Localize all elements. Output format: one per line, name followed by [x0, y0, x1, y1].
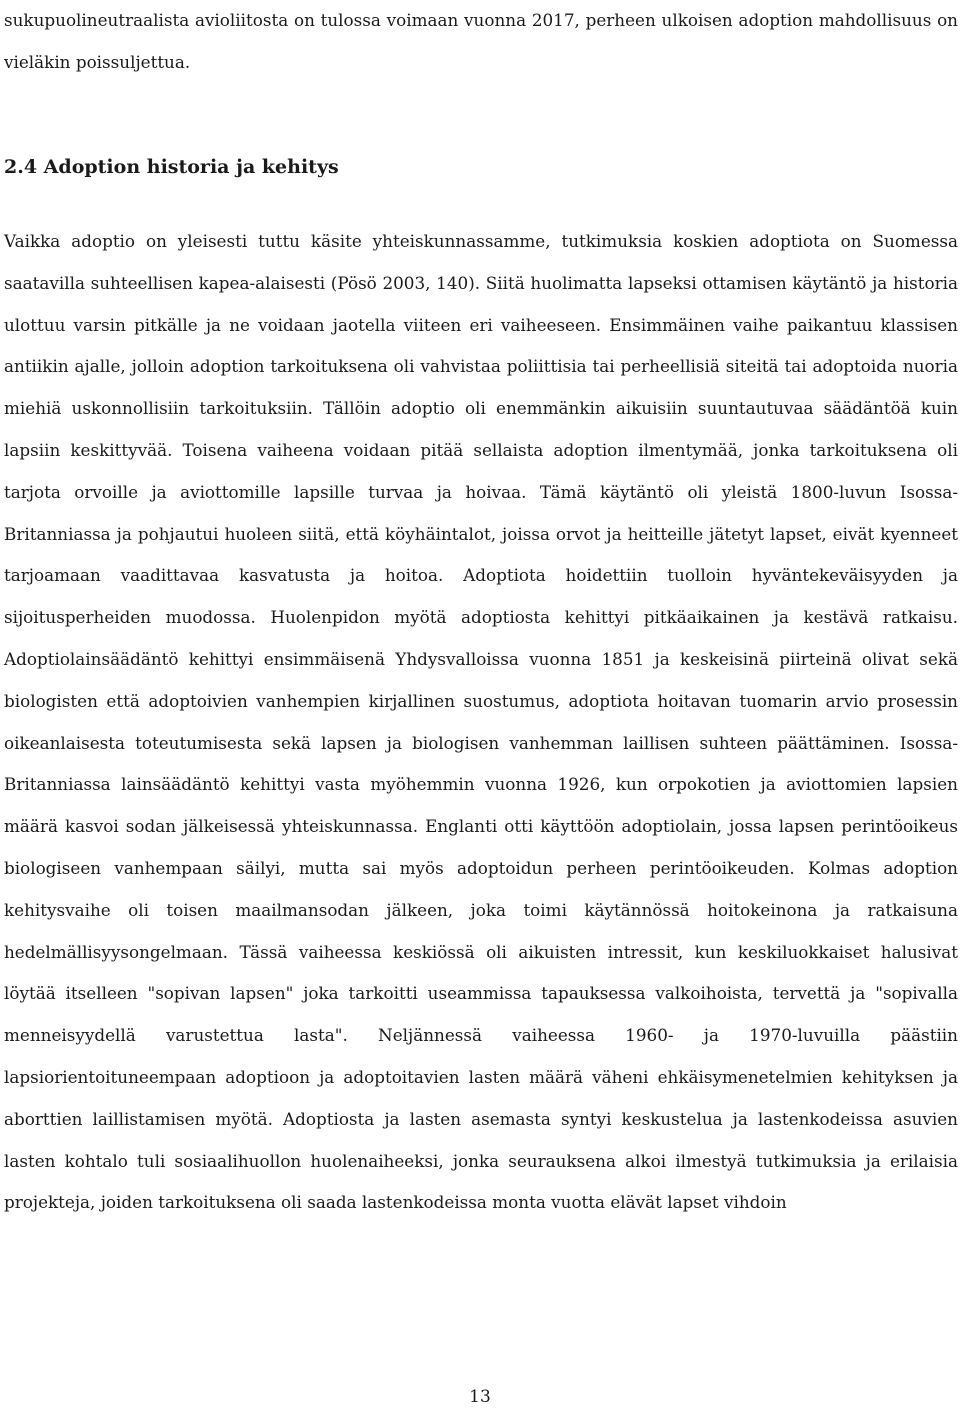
- intro-paragraph: sukupuolineutraalista avioliitosta on tulossa voimaan vuonna 2017, perheen ulkoisen adoption mahdollisuus on vieläkin poissuljettua.: [4, 10, 958, 72]
- section-heading: 2.4 Adoption historia ja kehitys: [4, 156, 339, 178]
- body-paragraph: Vaikka adoptio on yleisesti tuttu käsite yhteiskunnassamme, tutkimuksia koskien adoptiota on Suomessa saatavilla suhteellisen kapea-alaisesti (Pösö 2003, 140). Siitä huolimatta lapseksi ottamisen käytäntö ja historia ulottuu varsin pitkälle ja ne voidaan jaotella viiteen eri vaiheeseen. Ensimmäinen vaihe paikantuu klassisen antiikin ajalle, jolloin adoption tarkoituksena oli vahvistaa poliittisia tai perheellisiä siteitä tai adoptoida nuoria miehiä uskonnollisiin tarkoituksiin. Tällöin adoptio oli enemmänkin aikuisiin suuntautuvaa säädäntöä kuin lapsiin keskittyvää. Toisena vaiheena voidaan pitää sellaista adoption ilmentymää, jonka tarkoituksena oli tarjota orvoille ja aviottomille lapsille turvaa ja hoivaa. Tämä käytäntö oli yleistä 1800-luvun Isossa-Britanniassa ja pohjautui huoleen siitä, että köyhäintalot, joissa orvot ja heitteille jätetyt lapset, eivät kyenneet tarjoamaan vaadittavaa kasvatusta ja hoitoa. Adoptiota hoidettiin tuolloin hyväntekeväisyyden ja sijoitusperheiden muodossa. Huolenpidon myötä adoptiosta kehittyi pitkäaikainen ja kestävä ratkaisu. Adoptiolainsäädäntö kehittyi ensimmäisenä Yhdysvalloissa vuonna 1851 ja keskeisinä piirteinä olivat sekä biologisten että adoptoivien vanhempien kirjallinen suostumus, adoptiota hoitavan tuomarin arvio prosessin oikeanlaisesta toteutumisesta sekä lapsen ja biologisen vanhemman laillisen suhteen päättäminen. Isossa-Britanniassa lainsäädäntö kehittyi vasta myöhemmin vuonna 1926, kun orpokotien ja aviottomien lapsien määrä kasvoi sodan jälkeisessä yhteiskunnassa. Englanti otti käyttöön adoptiolain, jossa lapsen perintöoikeus biologiseen vanhempaan säilyi, mutta sai myös adoptoidun perheen perintöoikeuden. Kolmas adoption kehitysvaihe oli toisen maailmansodan jälkeen, joka toimi käytännössä hoitokeinona ja ratkaisuna hedelmällisyysongelmaan. Tässä vaiheessa keskiössä oli aikuisten intressit, kun keskiluokkaiset halusivat löytää itselleen "sopivan lapsen" joka tarkoitti useammissa tapauksessa valkoihoista, tervettä ja "sopivalla menneisyydellä varustettua lasta". Neljännessä vaiheessa 1960- ja 1970-luvuilla päästiin lapsiorientoituneempaan adoptioon ja adoptoitavien lasten määrä väheni ehkäisymenetelmien kehityksen ja aborttien laillistamisen myötä. Adoptiosta ja lasten asemasta syntyi keskustelua ja lastenkodeissa asuvien lasten kohtalo tuli sosiaalihuollon huolenaiheeksi, jonka seurauksena alkoi ilmestyä tutkimuksia ja erilaisia projekteja, joiden tarkoituksena oli saada lastenkodeissa monta vuotta elävät lapset vihdoin: [4, 231, 958, 1213]
- page-number: 13: [469, 1387, 491, 1407]
